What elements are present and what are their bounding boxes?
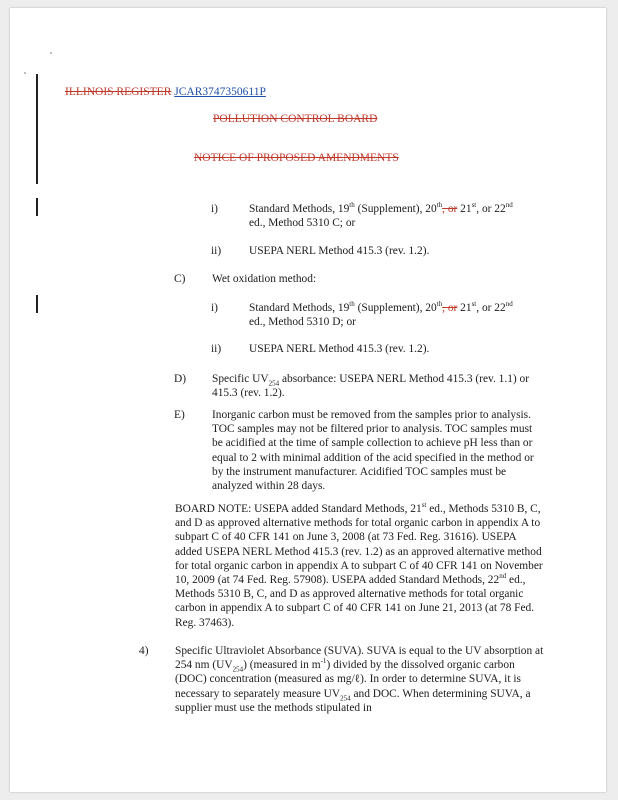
register-id: JCAR3747350611P [174, 86, 266, 98]
list-item-text: Specific $UV_{254}$ absorbance: USEPA NERL Method 415.3 (rev. 1.1) or 415.3 (rev. 1.2). [212, 373, 530, 400]
notice-header: NOTICE OF PROPOSED AMENDMENTS [194, 152, 399, 164]
item-label: D) [174, 373, 187, 385]
revision-bar [36, 295, 38, 313]
revision-bar [36, 198, 38, 216]
list-item-text: Standard Methods, 19th (Supplement), 20th, or 21st, or 22nd ed., Method 5310 C; or [249, 201, 513, 230]
revision-bar [36, 74, 38, 184]
list-item-text: Standard Methods, 19th (Supplement), 20th, or 21st, or 22nd ed., Method 5310 D; or [249, 300, 513, 329]
list-item-text: Inorganic carbon must be removed from the samples prior to analysis. TOC samples may not be filtered prior to analysis. TOC samples must be acidified at the time of sample collection to achieve pH less than or equal to 2 with minimal addition of the acid specified in the method or by the instrument manufacturer. Acidified TOC samples must be analyzed within 28 days. [212, 409, 534, 493]
item-label: ii) [211, 343, 222, 355]
register-header [65, 85, 266, 99]
register-struck: ILLINOIS REGISTER [65, 86, 172, 98]
document-page [10, 8, 606, 792]
board-header: POLLUTION CONTROL BOARD [213, 113, 378, 125]
item-label: C) [174, 273, 186, 285]
scan-speck [24, 72, 26, 74]
item-label: i) [211, 302, 218, 314]
item-label: i) [211, 203, 218, 215]
list-item-text: Wet oxidation method: [212, 273, 317, 285]
item-label: ii) [211, 245, 222, 257]
list-item-text: USEPA NERL Method 415.3 (rev. 1.2). [249, 343, 430, 355]
suva-paragraph: Specific Ultraviolet Absorbance (SUVA). SUVA is equal to the UV absorption at 254 nm $(UV_{254})$ (measured in $m^{-1}$) divided by the dissolved organic carbon (DOC) concentration (measured as mg/ℓ). In order to determine SUVA, it is necessary to separately measure $UV_{254}$ and DOC. When determining SUVA, a supplier must use the methods stipulated in [175, 645, 544, 714]
board-note: BOARD NOTE: USEPA added Standard Methods, 21st ed., Methods 5310 B, C, and D as approved alternative methods for total organic carbon in appendix A to subpart C of 40 CFR 141 on June 3, 2008 (at 73 Fed. Reg. 31616). USEPA added USEPA NERL Method 415.3 (rev. 1.2) as an approved alternative method for total organic carbon in appendix A to subpart C of 40 CFR 141 on November 10, 2009 (at 74 Fed. Reg. 57908). USEPA added Standard Methods, 22nd ed., Methods 5310 B, C, and D as approved alternative methods for total organic carbon in appendix A to subpart C of 40 CFR 141 on June 21, 2013 (at 78 Fed. Reg. 37463). [175, 501, 543, 629]
item-label: 4) [139, 645, 149, 657]
list-item-text: USEPA NERL Method 415.3 (rev. 1.2). [249, 245, 430, 257]
item-label: E) [174, 409, 185, 421]
scan-speck [50, 52, 52, 54]
